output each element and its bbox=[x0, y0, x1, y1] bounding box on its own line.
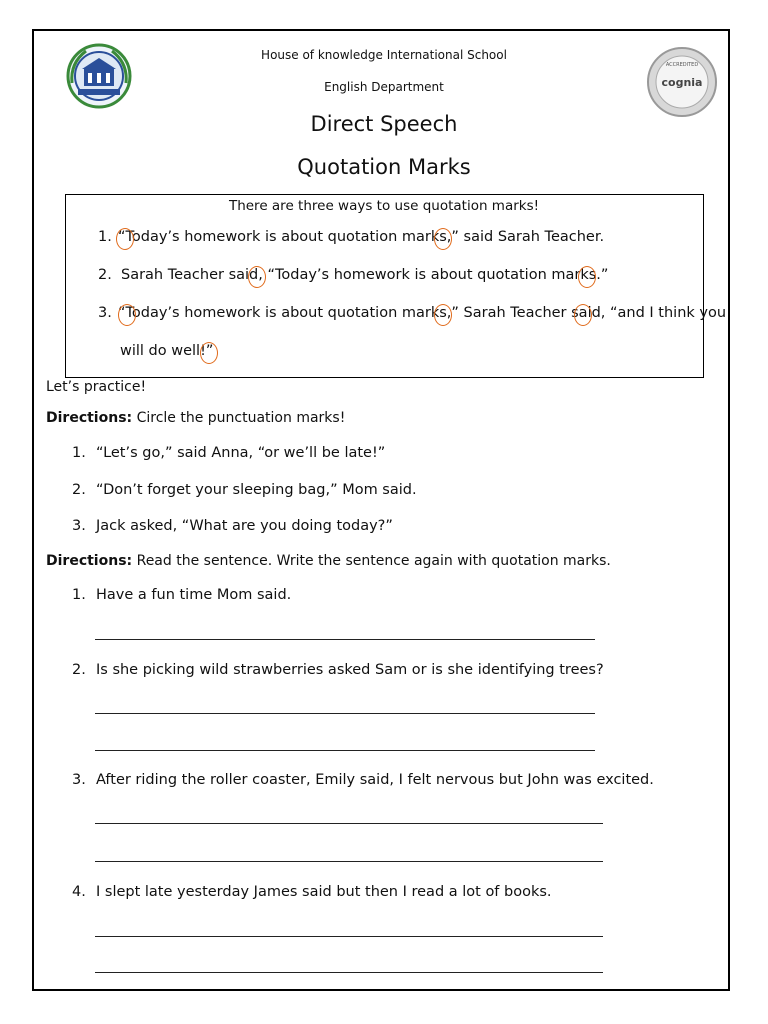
item-number: 4. bbox=[72, 884, 86, 900]
punctuation-circle bbox=[200, 342, 218, 364]
department-name: English Department bbox=[324, 80, 444, 94]
answer-line[interactable] bbox=[95, 750, 595, 751]
directions-label: Directions: bbox=[46, 553, 133, 569]
page-title: Direct Speech bbox=[310, 112, 458, 136]
rule-number: 3. bbox=[98, 305, 112, 321]
rule-number: 2. bbox=[98, 267, 112, 283]
answer-line[interactable] bbox=[95, 972, 603, 973]
circle-item: Jack asked, “What are you doing today?” bbox=[96, 518, 393, 534]
svg-text:cognia: cognia bbox=[661, 76, 703, 89]
rule-example: “Today’s homework is about quotation marks,” Sarah Teacher said, “and I think you bbox=[118, 305, 727, 321]
answer-line[interactable] bbox=[95, 639, 595, 640]
directions-circle bbox=[46, 410, 345, 426]
rule-example: “Today’s homework is about quotation marks,” said Sarah Teacher. bbox=[118, 229, 605, 245]
school-name: House of knowledge International School bbox=[261, 48, 507, 62]
punctuation-circle bbox=[434, 228, 452, 250]
punctuation-circle bbox=[578, 266, 596, 288]
punctuation-circle bbox=[118, 304, 136, 326]
write-item: After riding the roller coaster, Emily said, I felt nervous but John was excited. bbox=[96, 772, 654, 788]
write-item: Have a fun time Mom said. bbox=[96, 587, 292, 603]
directions-write bbox=[46, 553, 611, 569]
punctuation-circle bbox=[434, 304, 452, 326]
answer-line[interactable] bbox=[95, 936, 603, 937]
item-number: 1. bbox=[72, 587, 86, 603]
write-item: Is she picking wild strawberries asked Sam or is she identifying trees? bbox=[96, 662, 604, 678]
item-number: 2. bbox=[72, 662, 86, 678]
directions-text: Circle the punctuation marks! bbox=[132, 410, 346, 426]
circle-item: “Let’s go,” said Anna, “or we’ll be late!” bbox=[96, 445, 386, 461]
rules-box-title: There are three ways to use quotation marks! bbox=[228, 198, 540, 214]
directions-text: Read the sentence. Write the sentence again with quotation marks. bbox=[132, 553, 611, 569]
rule-example-continued: will do well!” bbox=[120, 343, 214, 359]
item-number: 2. bbox=[72, 482, 86, 498]
write-item: I slept late yesterday James said but then I read a lot of books. bbox=[96, 884, 552, 900]
answer-line[interactable] bbox=[95, 713, 595, 714]
punctuation-circle bbox=[248, 266, 266, 288]
practice-intro: Let’s practice! bbox=[46, 379, 147, 395]
svg-text:ACCREDITED: ACCREDITED bbox=[665, 62, 699, 68]
punctuation-circle bbox=[116, 228, 134, 250]
item-number: 3. bbox=[72, 772, 86, 788]
item-number: 1. bbox=[72, 445, 86, 461]
answer-line[interactable] bbox=[95, 823, 603, 824]
rule-example: Sarah Teacher said, “Today’s homework is about quotation marks.” bbox=[121, 267, 609, 283]
circle-item: “Don’t forget your sleeping bag,” Mom said. bbox=[96, 482, 417, 498]
rule-number: 1. bbox=[98, 229, 112, 245]
page-subtitle: Quotation Marks bbox=[297, 155, 471, 179]
item-number: 3. bbox=[72, 518, 86, 534]
answer-line[interactable] bbox=[95, 861, 603, 862]
directions-label: Directions: bbox=[46, 410, 133, 426]
punctuation-circle bbox=[574, 304, 592, 326]
